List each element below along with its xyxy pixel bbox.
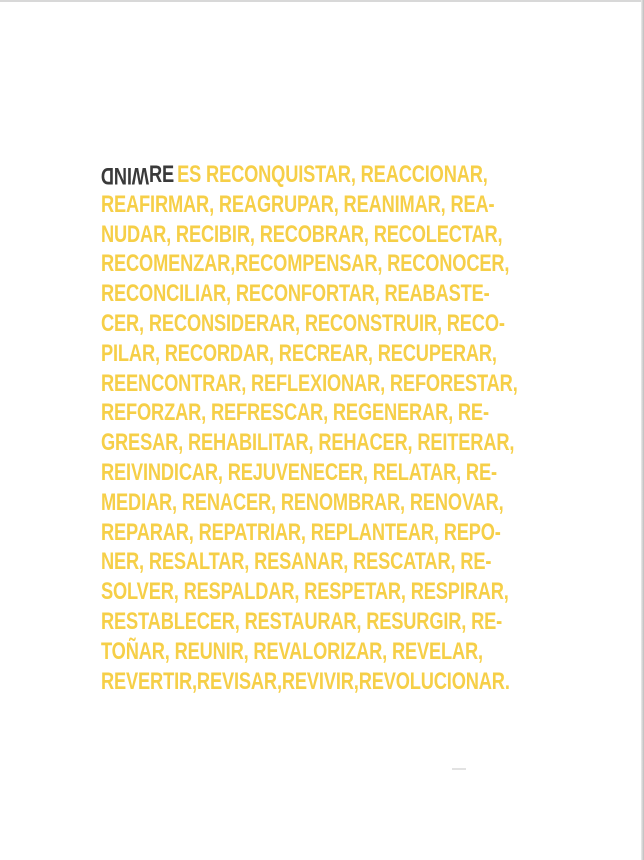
text-line: REENCONTRAR, REFLEXIONAR, REFORESTAR, [101,369,518,397]
logo-wind-flipped: WIND [101,161,150,189]
text-line: NUDAR, RECIBIR, RECOBRAR, RECOLECTAR, [101,220,503,248]
text-line: REAFIRMAR, REAGRUPAR, REANIMAR, REA- [101,190,495,218]
logo-re: RE [149,161,175,188]
text-line-1-rest: ES RECONQUISTAR, REACCIONAR, [177,161,488,188]
rewind-logo [101,160,174,190]
text-line: RESTABLECER, RESTAURAR, RESURGIR, RE- [101,607,503,635]
text-line: REFORZAR, REFRESCAR, REGENERAR, RE- [101,399,489,427]
text-line: RECOMENZAR,RECOMPENSAR, RECONOCER, [101,250,510,278]
text-line: REIVINDICAR, REJUVENECER, RELATAR, RE- [101,458,497,486]
text-line: GRESAR, REHABILITAR, REHACER, REITERAR, [101,429,515,457]
text-line: PILAR, RECORDAR, RECREAR, RECUPERAR, [101,339,497,367]
page-top-edge [0,0,644,2]
text-line: MEDIAR, RENACER, RENOMBRAR, RENOVAR, [101,488,504,516]
faint-mark [452,768,466,770]
text-line: TOÑAR, REUNIR, REVALORIZAR, REVELAR, [101,637,483,665]
text-line: REPARAR, REPATRIAR, REPLANTEAR, REPO- [101,518,501,546]
text-line: RECONCILIAR, RECONFORTAR, REABASTE- [101,280,490,308]
text-line: CER, RECONSIDERAR, RECONSTRUIR, RECO- [101,309,505,337]
text-line-1 [101,160,488,190]
manifesto-text-block [101,160,519,726]
text-line [101,696,419,726]
text-line: SOLVER, RESPALDAR, RESPETAR, RESPIRAR, [101,578,509,606]
text-line: REVERTIR,REVISAR,REVIVIR,REVOLUCIONAR. [101,667,510,695]
text-line: NER, RESALTAR, RESANAR, RESCATAR, RE- [101,548,492,576]
